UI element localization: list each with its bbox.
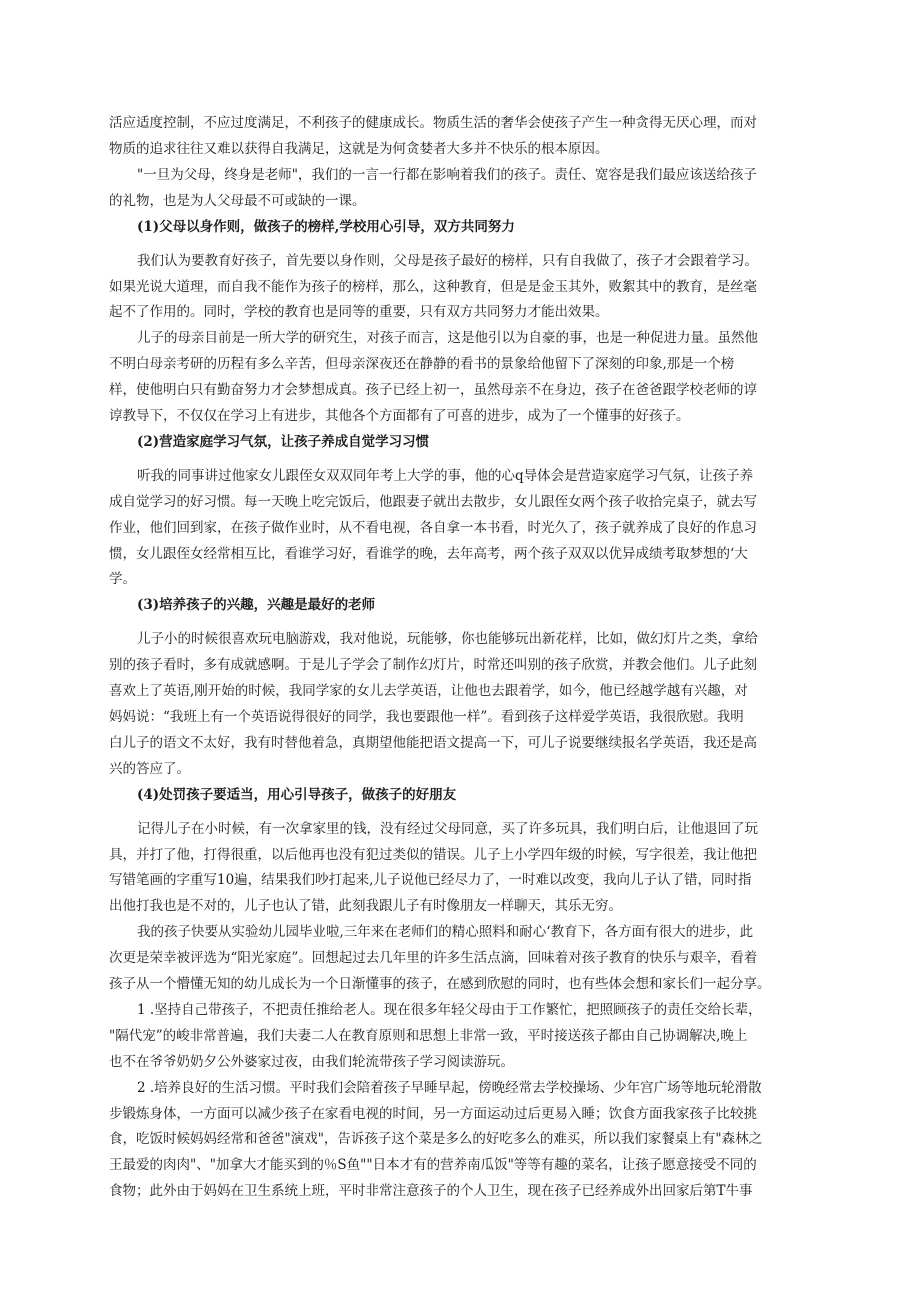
text-line: 学。: [109, 571, 136, 587]
text-line: 也不在爷爷奶奶夕公外婆家过夜，由我们轮流带孩子学习阅读游玩。: [109, 1054, 514, 1070]
text-line: 写错笔画的字重写10遍，结果我们吵打起来,儿子说他已经尽力了，一时难以改变，我向儿子认了错，同时指: [109, 872, 752, 888]
text-line: 出他打我也是不对的，儿子也认了错，此刻我跟儿子有时像朋友一样聊天，其乐无穷。: [109, 898, 622, 914]
text-line: 的礼物，也是为人父母最不可或缺的一课。: [109, 193, 366, 209]
list-item: 1 .坚持自己带孩子，不把责任推给老人。现在很多年轻父母由于工作繁忙，把照顾孩子的责任交给长辈，: [137, 1002, 762, 1018]
text-line: 谆教导下，不仅仅在学习上有进步，其他各个方面都有了可喜的进步，成为了一个懂事的好孩子。: [109, 408, 690, 424]
section-heading: (1)父母以身作则，做孩子的榜样,学校用心引导，双方共同努力: [137, 219, 515, 235]
text-line: 食物；此外由于妈妈在卫生系统上班，平时非常注意孩子的个人卫生，现在孩子已经养成外出回家后第T牛事: [109, 1183, 753, 1199]
text-line: 我的孩子快要从实验幼儿园毕业啦,三年来在老师们的精心照料和耐心‘教育下，各方面有很大的进步，此: [137, 924, 754, 940]
text-line: 物质的追求往往又难以获得自我满足，这就是为何贪婪者大多并不快乐的根本原因。: [109, 141, 609, 157]
text-line: 我们认为要教育好孩子，首先要以身作则，父母是孩子最好的榜样，只有自我做了，孩子才会跟着学习。: [137, 253, 758, 269]
text-line: 步锻炼身体，一方面可以减少孩子在家看电视的时间，另一方面运动过后更易入睡；饮食方面我家孩子比较挑: [109, 1106, 757, 1122]
text-line: 样，使他明白只有勤奋努力才会梦想成真。孩子已经上初一，虽然母亲不在身边，孩子在爸爸跟学校老师的谆: [109, 382, 757, 398]
text-line: 记得儿子在小时候，有一次拿家里的钱，没有经过父母同意，买了许多玩具，我们明白后，让他退回了玩: [137, 821, 758, 837]
text-line: 成自觉学习的好习惯。每一天晚上吃完饭后，他跟妻子就出去散步，女儿跟侄女两个孩子收拾完桌子，就去写: [109, 494, 757, 510]
text-line: 别的孩子看时，多有成就感啊。于是儿子学会了制作幻灯片，时常还叫别的孩子欣赏，并教会他们。儿子此刻: [109, 657, 757, 673]
section-heading: (2)营造家庭学习气氛，让孩子养成自觉学习习惯: [137, 434, 430, 450]
text-line: 孩子从一个懵懂无知的幼儿成长为一个日渐懂事的孩子，在感到欣慰的同时，也有些体会想和家长们一起分享。: [109, 976, 771, 992]
text-line: 白儿子的语文不太好，我有时替他着急，真期望他能把语文提高一下，可儿子说要继续报名学英语，我还是高: [109, 735, 757, 751]
text-line: 儿子小的时候很喜欢玩电脑游戏，我对他说，玩能够，你也能够玩出新花样，比如，做幻灯片之类，拿给: [137, 631, 758, 647]
text-line: 兴的答应了。: [109, 761, 190, 777]
text-line: 食，吃饭时候妈妈经常和爸爸"演戏"，告诉孩子这个菜是多么的好吃多么的难买，所以我们家餐桌上有"森林之: [109, 1131, 763, 1147]
text-line: 不明白母亲考研的历程有多么辛苦，但母亲深夜还在静静的看书的景象给他留下了深刻的印象,那是一个榜: [109, 356, 735, 372]
text-line: 王最爱的肉肉"、"加拿大才能买到的％S鱼""日本才有的营养南瓜饭"等等有趣的菜名，让孩子愿意接受不同的: [109, 1157, 757, 1173]
text-line: 起不了作用的。同时，学校的教育也是同等的重要，只有双方共同努力才能出效果。: [109, 304, 609, 320]
text-line: 具，并打了他，打得很重，以后他再也没有犯过类似的错误。儿子上小学四年级的时候，写字很差，我让他把: [109, 847, 757, 863]
text-line: 活应适度控制，不应过度满足，不利孩子的健康成长。物质生活的奢华会使孩子产生一种贪得无厌心理，而对: [109, 115, 757, 131]
text-line: 妈妈说：“我班上有一个英语说得很好的同学，我也要跟他一样”。看到孩子这样爱学英语，我很欣慰。我明: [109, 709, 744, 725]
text-line: 惯，女儿跟侄女经常相互比，看谁学习好，看谁学的晚，去年高考，两个孩子双双以优异成绩考取梦想的‘大: [109, 546, 748, 562]
list-item: 2 .培养良好的生活习惯。平时我们会陪着孩子早睡早起，傍晚经常去学校操场、少年宫广场等地玩轮滑散: [137, 1080, 762, 1096]
text-line: "一旦为父母，终身是老师"，我们的一言一行都在影响着我们的孩子。责任、宽容是我们最应该送给孩子: [137, 167, 757, 183]
section-heading: (4)处罚孩子要适当，用心引导孩子，做孩子的好朋友: [137, 787, 457, 803]
text-line: "隔代宠”的峻非常普遍，我们夫妻二人在教育原则和思想上非常一致，平时接送孩子都由自己协调解决,晚上: [109, 1028, 748, 1044]
text-line: 次更是荣幸被评选为“阳光家庭”。回想起过去几年里的许多生活点滴，回味着对孩子教育的快乐与艰辛，看着: [109, 950, 758, 966]
text-line: 喜欢上了英语,刚开始的时候，我同学家的女儿去学英语，让他也去跟着学，如今，他已经越学越有兴趣，对: [109, 683, 748, 699]
text-line: 作业，他们回到家，在孩子做作业时，从不看电视，各自拿一本书看，时光久了，孩子就养成了良好的作息习: [109, 520, 757, 536]
section-heading: (3)培养孩子的兴趣，兴趣是最好的老师: [137, 597, 376, 613]
text-line: 如果光说大道理，而自我不能作为孩子的榜样，那么，这种教育，但是是金玉其外，败絮其中的教育，是丝毫: [109, 279, 757, 295]
text-line: 儿子的母亲目前是一所大学的研究生，对孩子而言，这是他引以为自豪的事，也是一种促进力量。虽然他: [137, 330, 758, 346]
text-line: 听我的同事讲过他家女儿跟侄女双双同年考上大学的事，他的心q导体会是营造家庭学习气氛，让孩子养: [137, 468, 754, 484]
